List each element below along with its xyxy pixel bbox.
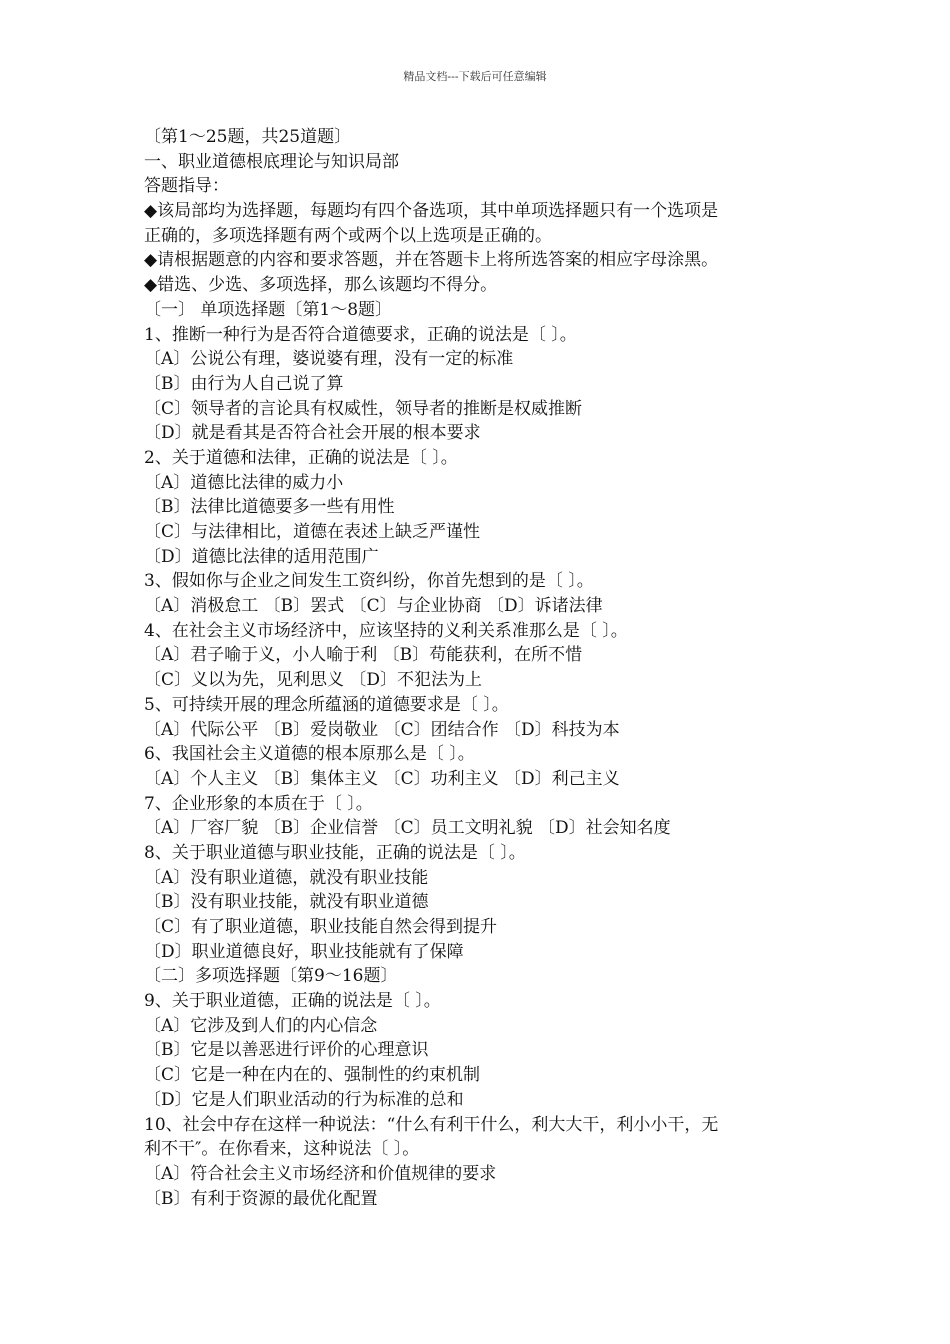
question-continuation: 利不干″。在你看来，这种说法〔 〕。	[144, 1139, 420, 1160]
answer-option: 〔D〕就是看其是否符合社会开展的根本要求	[144, 423, 481, 444]
answer-options-row: 〔A〕消极怠工 〔B〕罢式 〔C〕与企业协商 〔D〕诉诸法律	[144, 596, 603, 617]
subsection-title: 〔一〕 单项选择题〔第1～8题〕	[144, 299, 393, 320]
answer-option: 〔D〕职业道德良好，职业技能就有了保障	[144, 941, 464, 962]
answer-options-row: 〔A〕厂容厂貌 〔B〕企业信誉 〔C〕员工文明礼貌 〔D〕社会知名度	[144, 818, 671, 839]
answer-option: 〔A〕符合社会主义市场经济和价值规律的要求	[144, 1163, 497, 1184]
question: 5、可持续开展的理念所蕴涵的道德要求是〔 〕。	[144, 694, 509, 715]
answer-option: 〔D〕道德比法律的适用范围广	[144, 546, 379, 567]
answer-option: 〔B〕由行为人自己说了算	[144, 373, 344, 394]
section-title: 一、职业道德根底理论与知识局部	[144, 151, 399, 172]
answer-option: 〔C〕它是一种在内在的、强制性的约束机制	[144, 1065, 481, 1086]
answer-options-row: 〔C〕义以为先，见利思义 〔D〕不犯法为上	[144, 670, 483, 691]
answer-option: 〔C〕有了职业道德，职业技能自然会得到提升	[144, 917, 498, 937]
question: 8、关于职业道德与职业技能，正确的说法是〔 〕。	[144, 842, 526, 863]
answer-option: 〔B〕法律比道德要多一些有用性	[144, 497, 395, 518]
question: 1、推断一种行为是否符合道德要求，正确的说法是〔 〕。	[144, 324, 577, 345]
subsection-title: 〔二〕多项选择题〔第9～16题〕	[144, 966, 398, 987]
instruction-line: ◆该局部均为选择题，每题均有四个备选项，其中单项选择题只有一个选项是	[144, 201, 719, 222]
answer-option: 〔A〕它涉及到人们的内心信念	[144, 1015, 378, 1036]
question: 3、假如你与企业之间发生工资纠纷，你首先想到的是〔 〕。	[144, 571, 594, 592]
question: 2、关于道德和法律，正确的说法是〔 〕。	[144, 447, 458, 468]
answer-option: 〔B〕有利于资源的最优化配置	[144, 1188, 378, 1209]
answer-options-row: 〔A〕君子喻于义，小人喻于利 〔B〕苟能获利，在所不惜	[144, 645, 583, 666]
answer-option: 〔C〕领导者的言论具有权威性，领导者的推断是权威推断	[144, 398, 583, 419]
answer-option: 〔B〕没有职业技能，就没有职业道德	[144, 892, 429, 913]
document-body	[144, 125, 804, 1211]
instruction-line: ◆请根据题意的内容和要求答题，并在答题卡上将所选答案的相应字母涂黑。	[144, 250, 719, 271]
question: 10、社会中存在这样一种说法：“什么有利干什么，利大大干，利小小干，无	[144, 1114, 719, 1135]
question: 4、在社会主义市场经济中，应该坚持的义利关系准那么是〔 〕。	[144, 620, 628, 641]
answer-option: 〔A〕道德比法律的威力小	[144, 472, 344, 493]
instruction-line: ◆错选、少选、多项选择，那么该题均不得分。	[144, 275, 498, 296]
question: 6、我国社会主义道德的根本原那么是〔 〕。	[144, 744, 475, 765]
question: 7、企业形象的本质在于〔 〕。	[144, 793, 373, 814]
answer-option: 〔C〕与法律相比，道德在表述上缺乏严谨性	[144, 522, 481, 542]
instructions-heading: 答题指导：	[144, 176, 229, 197]
answer-option: 〔A〕公说公有理，婆说婆有理，没有一定的标准	[144, 349, 514, 370]
section-range: 〔第1～25题，共25道题〕	[144, 127, 352, 147]
answer-options-row: 〔A〕个人主义 〔B〕集体主义 〔C〕功利主义 〔D〕利己主义	[144, 768, 620, 789]
answer-option: 〔B〕它是以善恶进行评价的心理意识	[144, 1040, 429, 1061]
answer-option: 〔D〕它是人们职业活动的行为标准的总和	[144, 1089, 464, 1110]
answer-option: 〔A〕没有职业道德，就没有职业技能	[144, 867, 429, 888]
answer-options-row: 〔A〕代际公平 〔B〕爱岗敬业 〔C〕团结合作 〔D〕科技为本	[144, 719, 620, 740]
page-header: 精品文档---下载后可任意编辑	[403, 70, 547, 83]
instruction-line: 正确的，多项选择题有两个或两个以上选项是正确的。	[144, 225, 552, 246]
question: 9、关于职业道德，正确的说法是〔 〕。	[144, 991, 441, 1012]
